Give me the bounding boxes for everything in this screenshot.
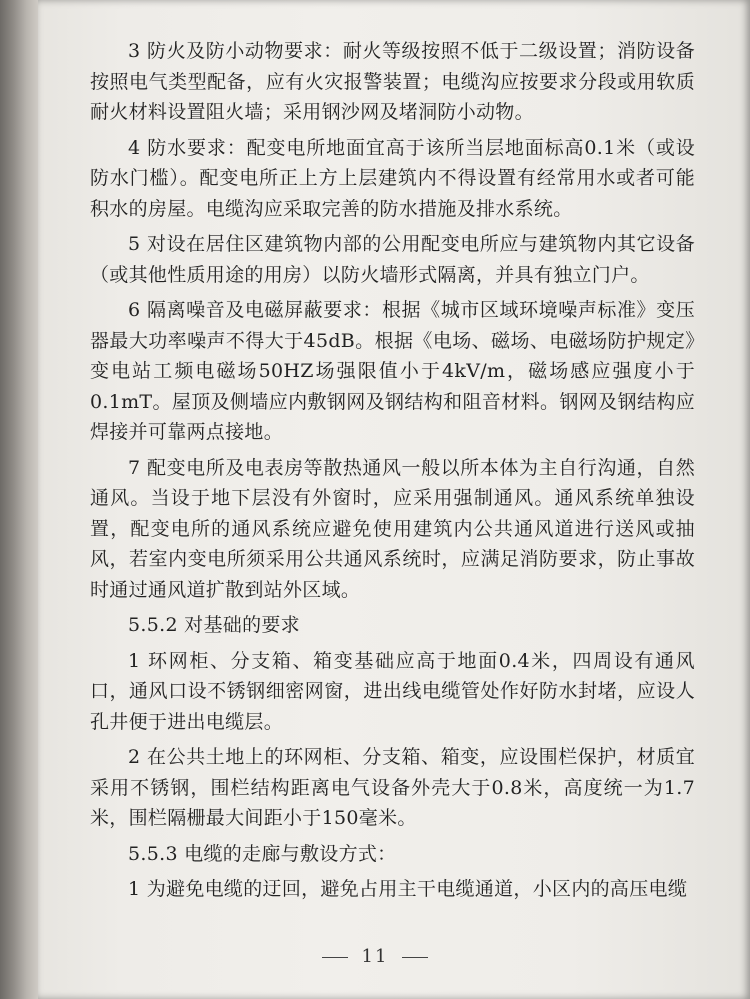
page-number-footer: [0, 946, 750, 967]
document-body: [90, 36, 695, 910]
page-number: 11: [361, 946, 389, 967]
paragraph-foundation-fence: 2 在公共土地上的环网柜、分支箱、箱变，应设围栏保护，材质宜采用不锈钢，围栏结构距离电气设备外壳大于0.8米，高度统一为1.7米，围栏隔栅最大间距小于150毫米。: [90, 746, 695, 829]
right-dash-divider: [402, 957, 428, 958]
section-heading-cable-corridor: 5.5.3 电缆的走廊与敷设方式：: [128, 842, 397, 865]
paragraph-noise-emi: 6 隔离噪音及电磁屏蔽要求：根据《城市区域环境噪声标准》变压器最大功率噪声不得大于45dB。根据《电场、磁场、电磁场防护规定》变电站工频电磁场50HZ场强限值小于4kV/m，磁场感应强度小于0.1mT。屋顶及侧墙应内敷钢网及钢结构和阻音材料。钢网及钢结构应焊接并可靠两点接地。: [90, 299, 695, 443]
left-dash-divider: [322, 957, 348, 958]
paragraph-ventilation: 7 配变电所及电表房等散热通风一般以所本体为主自行沟通，自然通风。当设于地下层没有外窗时，应采用强制通风。通风系统单独设置，配变电所的通风系统应避免使用建筑内公共通风道进行送风或抽风，若室内变电所须采用公共通风系统时，应满足消防要求，防止事故时通过通风道扩散到站外区域。: [90, 456, 695, 601]
paragraph-isolation: 5 对设在居住区建筑物内部的公用配变电所应与建筑物内其它设备（或其他性质用途的用房）以防火墙形式隔离，并具有独立门户。: [90, 233, 695, 286]
section-heading-foundation: 5.5.2 对基础的要求: [128, 614, 300, 636]
paragraph-waterproofing: 4 防水要求：配变电所地面宜高于该所当层地面标高0.1米（或设防水门槛）。配变电所正上方上层建筑内不得设置有经常用水或者可能积水的房屋。电缆沟应采取完善的防水措施及排水系统。: [90, 136, 695, 220]
book-spine-shadow: [0, 0, 38, 999]
paragraph-fire-protection: 3 防火及防小动物要求：耐火等级按照不低于二级设置；消防设备按照电气类型配备，应有火灾报警装置；电缆沟应按要求分段或用软质耐火材料设置阻火墙；采用钢沙网及堵洞防小动物。: [90, 40, 695, 123]
paragraph-foundation-height: 1 环网柜、分支箱、箱变基础应高于地面0.4米，四周设有通风口，通风口设不锈钢细密网窗，进出线电缆管处作好防水封堵，应设人孔井便于进出电缆层。: [90, 649, 695, 733]
paragraph-cable-routing: 1 为避免电缆的迂回，避免占用主干电缆通道，小区内的高压电缆: [128, 878, 688, 900]
